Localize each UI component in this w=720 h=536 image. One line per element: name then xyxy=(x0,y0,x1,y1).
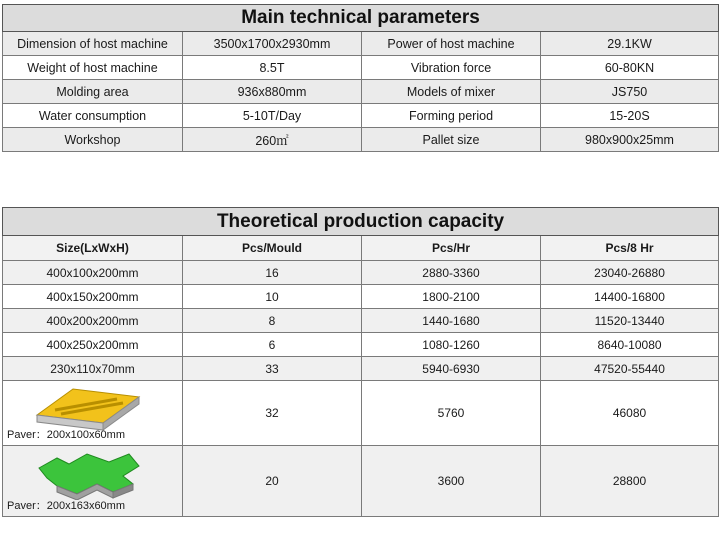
param-label: Molding area xyxy=(3,80,183,104)
size-cell: 400x200x200mm xyxy=(3,309,183,333)
table-row xyxy=(3,261,719,285)
table-row xyxy=(3,128,719,152)
size-cell xyxy=(3,446,183,517)
pcs-mould-cell: 32 xyxy=(183,381,362,446)
pcs-hr-cell: 3600 xyxy=(362,446,541,517)
param-value: 29.1KW xyxy=(541,32,719,56)
pcs-8hr-cell: 46080 xyxy=(541,381,719,446)
pcs-mould-cell: 8 xyxy=(183,309,362,333)
param-label: Dimension of host machine xyxy=(3,32,183,56)
table-row xyxy=(3,381,719,446)
pcs-hr-cell: 1440-1680 xyxy=(362,309,541,333)
param-label: Weight of host machine xyxy=(3,56,183,80)
pcs-mould-cell: 33 xyxy=(183,357,362,381)
column-header-pcs-mould: Pcs/Mould xyxy=(183,236,362,261)
table-row xyxy=(3,32,719,56)
param-value: 8.5T xyxy=(183,56,362,80)
table-row xyxy=(3,285,719,309)
param-label: Workshop xyxy=(3,128,183,152)
pcs-8hr-cell: 8640-10080 xyxy=(541,333,719,357)
pcs-hr-cell: 5760 xyxy=(362,381,541,446)
param-value: 5-10T/Day xyxy=(183,104,362,128)
param-value: 980x900x25mm xyxy=(541,128,719,152)
pcs-mould-cell: 20 xyxy=(183,446,362,517)
size-cell: 400x100x200mm xyxy=(3,261,183,285)
pcs-hr-cell: 5940-6930 xyxy=(362,357,541,381)
size-cell: 400x150x200mm xyxy=(3,285,183,309)
pcs-mould-cell: 6 xyxy=(183,333,362,357)
paver-size-caption: Paver：200x163x60mm xyxy=(7,500,126,512)
param-value: 3500x1700x2930mm xyxy=(183,32,362,56)
param-value: JS750 xyxy=(541,80,719,104)
size-cell: 230x110x70mm xyxy=(3,357,183,381)
main-parameters-table xyxy=(2,4,719,152)
table-row xyxy=(3,80,719,104)
pcs-8hr-cell: 14400-16800 xyxy=(541,285,719,309)
table-row xyxy=(3,309,719,333)
pcs-hr-cell: 1080-1260 xyxy=(362,333,541,357)
pcs-mould-cell: 10 xyxy=(183,285,362,309)
table-row xyxy=(3,104,719,128)
main-parameters-title: Main technical parameters xyxy=(3,5,719,32)
pcs-hr-cell: 1800-2100 xyxy=(362,285,541,309)
table-row xyxy=(3,56,719,80)
param-label: Models of mixer xyxy=(362,80,541,104)
param-value: 936x880mm xyxy=(183,80,362,104)
production-capacity-title: Theoretical production capacity xyxy=(3,208,719,236)
pcs-8hr-cell: 28800 xyxy=(541,446,719,517)
size-cell xyxy=(3,381,183,446)
column-header-pcs-hr: Pcs/Hr xyxy=(362,236,541,261)
column-header-size: Size(LxWxH) xyxy=(3,236,183,261)
pcs-8hr-cell: 47520-55440 xyxy=(541,357,719,381)
pcs-mould-cell: 16 xyxy=(183,261,362,285)
column-header-pcs-8hr: Pcs/8 Hr xyxy=(541,236,719,261)
param-label: Water consumption xyxy=(3,104,183,128)
param-label: Forming period xyxy=(362,104,541,128)
param-value: 60-80KN xyxy=(541,56,719,80)
table-row xyxy=(3,357,719,381)
param-label: Power of host machine xyxy=(362,32,541,56)
yellow-rect-paver-icon xyxy=(33,383,143,431)
table-row xyxy=(3,333,719,357)
green-zigzag-paver-icon xyxy=(33,448,143,500)
table-row xyxy=(3,446,719,517)
size-cell: 400x250x200mm xyxy=(3,333,183,357)
pcs-8hr-cell: 11520-13440 xyxy=(541,309,719,333)
param-label: Pallet size xyxy=(362,128,541,152)
param-value: 15-20S xyxy=(541,104,719,128)
param-label: Vibration force xyxy=(362,56,541,80)
pcs-hr-cell: 2880-3360 xyxy=(362,261,541,285)
paver-size-caption: Paver：200x100x60mm xyxy=(7,429,126,441)
pcs-8hr-cell: 23040-26880 xyxy=(541,261,719,285)
production-capacity-table xyxy=(2,207,719,517)
param-value: 260㎡ xyxy=(183,128,362,152)
